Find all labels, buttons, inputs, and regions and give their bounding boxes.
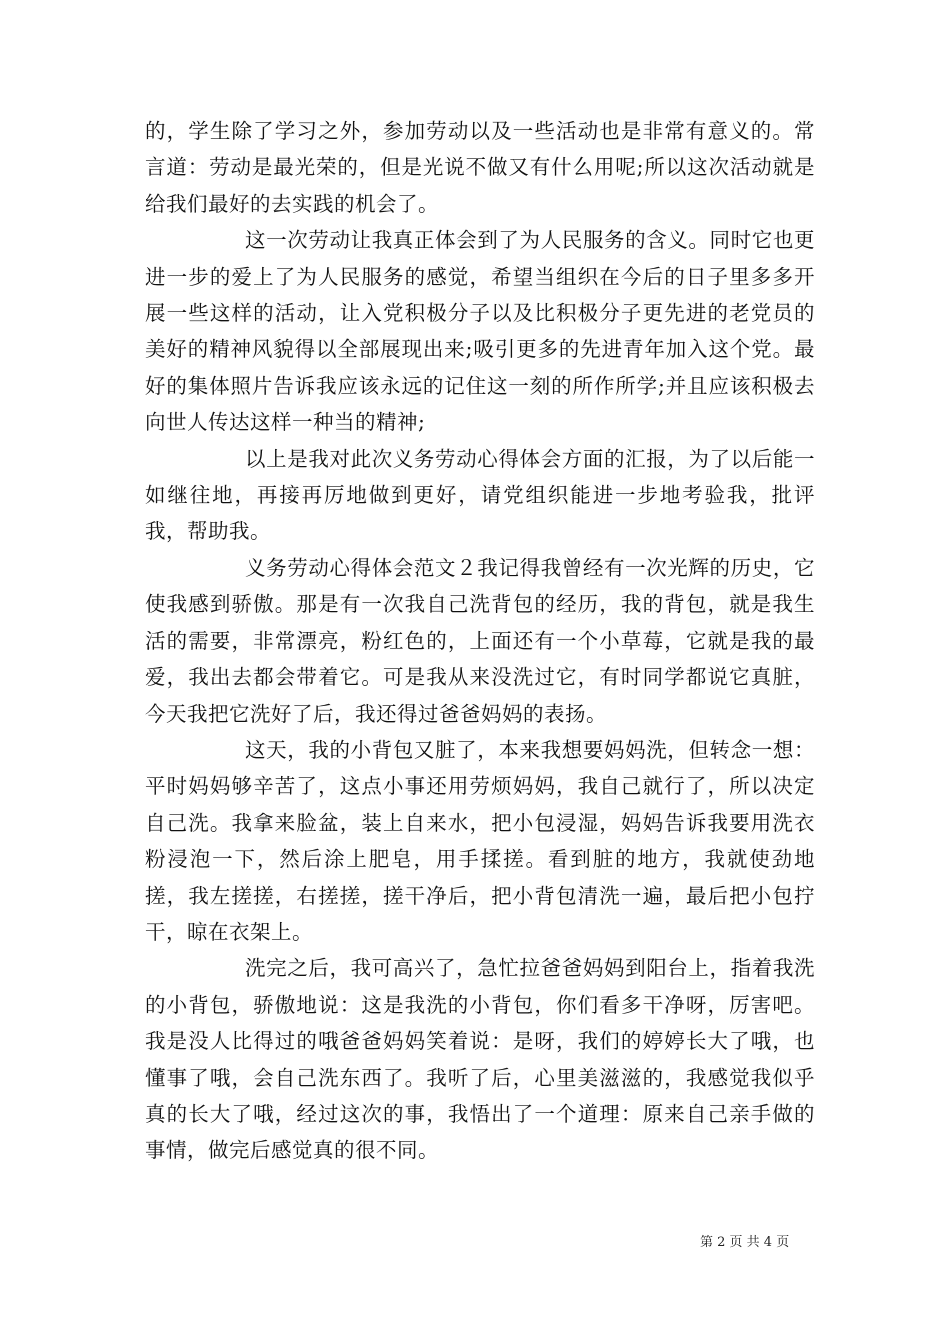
- paragraph-4: 义务劳动心得体会范文２我记得我曾经有一次光辉的历史，它使我感到骄傲。那是有一次我自己洗背包的经历，我的背包，就是我生活的需要，非常漂亮，粉红色的，上面还有一个小草莓，它就是我的最爱，我出去都会带着它。可是我从来没洗过它，有时同学都说它真脏，今天我把它洗好了后，我还得过爸爸妈妈的表扬。: [145, 555, 815, 726]
- paragraph-2: 这一次劳动让我真正体会到了为人民服务的含义。同时它也更进一步的爱上了为人民服务的感觉，希望当组织在今后的日子里多多开展一些这样的活动，让入党积极分子以及比积极分子更先进的老党员的美好的精神风貌得以全部展现出来;吸引更多的先进青年加入这个党。最好的集体照片告诉我应该永远的记住这一刻的所作所学;并且应该积极去向世人传达这样一种当的精神;: [145, 228, 815, 435]
- paragraph-3: 以上是我对此次义务劳动心得体会方面的汇报，为了以后能一如继往地，再接再厉地做到更好，请党组织能进一步地考验我，批评我，帮助我。: [145, 446, 815, 544]
- document-body: [145, 113, 815, 1169]
- paragraph-1: 的，学生除了学习之外，参加劳动以及一些活动也是非常有意义的。常言道：劳动是最光荣的，但是光说不做又有什么用呢;所以这次活动就是给我们最好的去实践的机会了。: [145, 119, 815, 216]
- page-number-footer: 第 2 页 共 4 页: [700, 1235, 790, 1250]
- paragraph-6: 洗完之后，我可高兴了，急忙拉爸爸妈妈到阳台上，指着我洗的小背包，骄傲地说：这是我洗的小背包，你们看多干净呀，厉害吧。我是没人比得过的哦爸爸妈妈笑着说：是呀，我们的婷婷长大了哦，也懂事了哦，会自己洗东西了。我听了后，心里美滋滋的，我感觉我似乎真的长大了哦，经过这次的事，我悟出了一个道理：原来自己亲手做的事情，做完后感觉真的很不同。: [145, 956, 815, 1163]
- paragraph-5: 这天，我的小背包又脏了，本来我想要妈妈洗，但转念一想：平时妈妈够辛苦了，这点小事还用劳烦妈妈，我自己就行了，所以决定自己洗。我拿来脸盆，装上自来水，把小包浸湿，妈妈告诉我要用洗衣粉浸泡一下，然后涂上肥皂，用手揉搓。看到脏的地方，我就使劲地搓，我左搓搓，右搓搓，搓干净后，把小背包清洗一遍，最后把小包拧干，晾在衣架上。: [145, 737, 815, 944]
